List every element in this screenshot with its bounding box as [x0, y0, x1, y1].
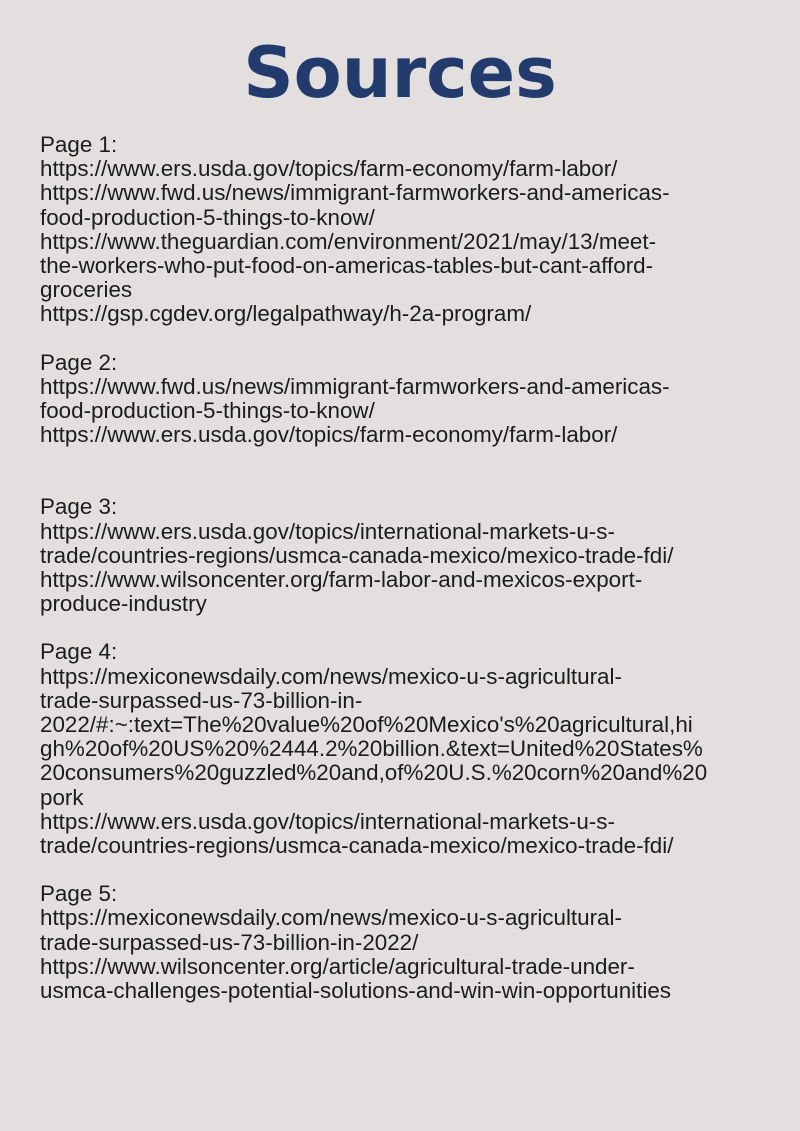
source-link[interactable]: https://mexiconewsdaily.com/news/mexico-u-s-agricultural-	[40, 905, 622, 931]
source-link[interactable]: https://gsp.cgdev.org/legalpathway/h-2a-program/	[40, 301, 532, 327]
sources-section-page-1	[40, 133, 772, 327]
sources-section-page-5	[40, 882, 772, 1003]
page-title: Sources	[243, 32, 557, 114]
source-link[interactable]: usmca-challenges-potential-solutions-and-win-win-opportunities	[40, 978, 671, 1004]
sources-section-page-2	[40, 351, 772, 448]
source-link[interactable]: the-workers-who-put-food-on-americas-tables-but-cant-afford-	[40, 253, 654, 279]
section-label: Page 1:	[40, 132, 118, 157]
source-link[interactable]: https://www.fwd.us/news/immigrant-farmworkers-and-americas-	[40, 373, 670, 399]
section-label: Page 3:	[40, 494, 118, 520]
source-link[interactable]: 2022/#:~:text=The%20value%20of%20Mexico's%20agricultural,hi	[40, 712, 693, 738]
section-label: Page 5:	[40, 881, 118, 907]
section-spacer	[40, 616, 772, 640]
source-link[interactable]: groceries	[40, 277, 133, 303]
source-link[interactable]: https://www.fwd.us/news/immigrant-farmworkers-and-americas-	[40, 180, 670, 206]
source-link[interactable]: https://www.ers.usda.gov/topics/international-markets-u-s-	[40, 808, 615, 834]
section-label: Page 2:	[40, 349, 118, 375]
section-label: Page 4:	[40, 639, 118, 665]
source-link[interactable]: trade-surpassed-us-73-billion-in-2022/	[40, 929, 419, 955]
sources-list	[40, 133, 772, 1003]
section-spacer	[40, 327, 772, 351]
source-link[interactable]: 20consumers%20guzzled%20and,of%20U.S.%20corn%20and%20	[40, 760, 708, 786]
source-link[interactable]: https://www.theguardian.com/environment/2021/may/13/meet-	[40, 228, 657, 254]
sources-section-page-4	[40, 640, 772, 858]
source-link[interactable]: pork	[40, 784, 84, 810]
source-link[interactable]: gh%20of%20US%20%2444.2%20billion.&text=United%20States%	[40, 736, 703, 762]
source-link[interactable]: trade/countries-regions/usmca-canada-mexico/mexico-trade-fdi/	[40, 542, 674, 568]
sources-section-page-3	[40, 495, 772, 616]
source-link[interactable]: produce-industry	[40, 591, 207, 617]
source-link[interactable]: https://www.ers.usda.gov/topics/farm-economy/farm-labor/	[40, 422, 618, 448]
source-link[interactable]: food-production-5-things-to-know/	[40, 398, 375, 424]
source-link[interactable]: https://www.wilsoncenter.org/article/agricultural-trade-under-	[40, 953, 635, 979]
section-spacer	[40, 447, 772, 495]
source-link[interactable]: food-production-5-things-to-know/	[40, 204, 375, 230]
source-link[interactable]: trade/countries-regions/usmca-canada-mexico/mexico-trade-fdi/	[40, 833, 674, 859]
source-link[interactable]: https://mexiconewsdaily.com/news/mexico-u-s-agricultural-	[40, 663, 622, 689]
source-link[interactable]: https://www.ers.usda.gov/topics/international-markets-u-s-	[40, 518, 615, 544]
source-link[interactable]: https://www.ers.usda.gov/topics/farm-economy/farm-labor/	[40, 156, 618, 182]
source-link[interactable]: https://www.wilsoncenter.org/farm-labor-and-mexicos-export-	[40, 567, 643, 593]
section-spacer	[40, 858, 772, 882]
source-link[interactable]: trade-surpassed-us-73-billion-in-	[40, 687, 363, 713]
